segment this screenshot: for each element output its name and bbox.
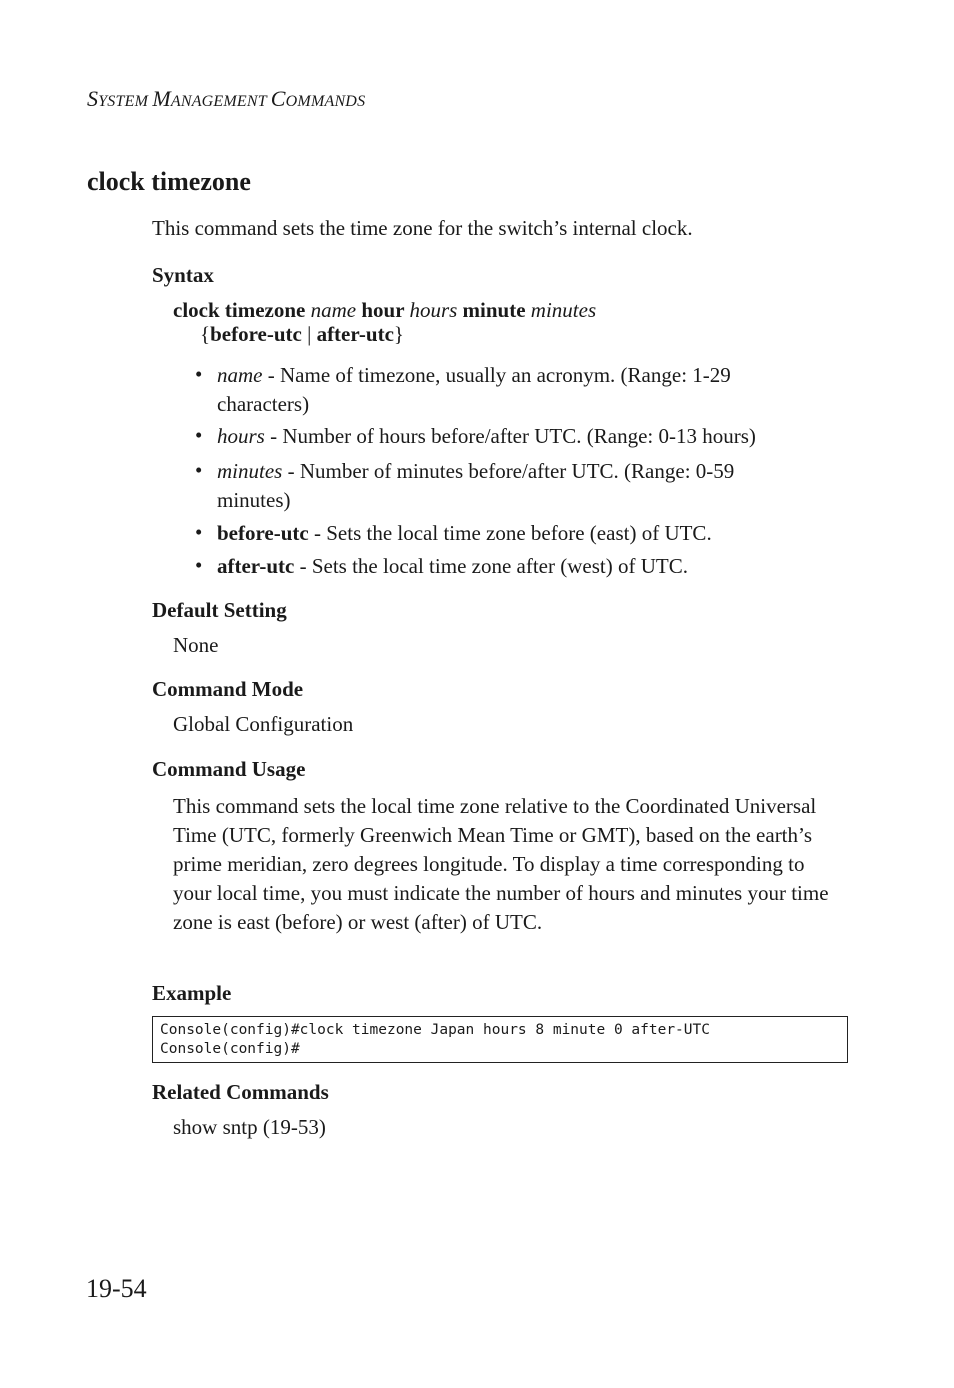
command-usage-heading: Command Usage <box>152 757 306 781</box>
example-heading: Example <box>152 981 232 1005</box>
param-desc: - Number of minutes before/after UTC. (Range: 0-59 <box>282 459 735 483</box>
param-term: before-utc <box>217 521 309 545</box>
running-header-part: ANAGEMENT <box>170 93 271 110</box>
param-text <box>217 519 712 548</box>
command-usage-text: This command sets the local time zone relative to the Coordinated Universal Time (UTC, formerly Greenwich Mean Time or GMT), based on the earth’s prime meridian, zero degrees longitude. To display a time corresponding to your local time, you must indicate the number of hours and minutes your time zone is east (before) or west (after) of UTC. <box>173 794 829 934</box>
syntax-token: hour <box>361 298 410 322</box>
syntax-token: clock timezone <box>173 298 311 322</box>
running-header-part: C <box>270 86 286 111</box>
syntax-token: before-utc <box>210 322 302 346</box>
running-header-part: OMMANDS <box>285 93 366 110</box>
bullet-icon: • <box>195 553 203 577</box>
syntax-token: minute <box>462 298 531 322</box>
syntax-token: } <box>393 322 404 346</box>
running-header <box>87 86 365 112</box>
code-line: Console(config)# <box>160 1041 300 1057</box>
param-text <box>217 361 731 419</box>
param-desc: - Name of timezone, usually an acronym. (Range: 1-29 <box>262 363 731 387</box>
section-intro: This command sets the time zone for the switch’s internal clock. <box>152 216 693 240</box>
syntax-token: name <box>310 298 362 322</box>
param-desc: minutes) <box>217 488 291 512</box>
syntax-token: { <box>200 322 211 346</box>
syntax-line-1 <box>173 298 596 323</box>
related-command-link: show sntp (19-53) <box>173 1115 326 1139</box>
running-header-part: S <box>87 86 99 111</box>
bullet-icon: • <box>195 423 203 447</box>
command-mode-value: Global Configuration <box>173 712 354 736</box>
default-setting-value: None <box>173 633 219 657</box>
param-term: minutes <box>217 459 283 483</box>
syntax-token: | <box>301 322 317 346</box>
running-header-part: M <box>152 86 171 111</box>
running-header-part: YSTEM <box>98 93 153 110</box>
syntax-token: after-utc <box>316 322 394 346</box>
section-title: clock timezone <box>87 167 251 196</box>
bullet-icon: • <box>195 520 203 544</box>
command-mode-heading: Command Mode <box>152 677 304 701</box>
default-setting-heading: Default Setting <box>152 598 287 622</box>
param-desc: - Number of hours before/after UTC. (Range: 0-13 hours) <box>264 424 756 448</box>
related-commands-heading: Related Commands <box>152 1080 329 1104</box>
param-desc: - Sets the local time zone before (east) of UTC. <box>308 521 712 545</box>
param-desc: - Sets the local time zone after (west) of UTC. <box>294 554 688 578</box>
code-example-box <box>152 1016 848 1063</box>
param-text <box>217 552 688 581</box>
param-desc: characters) <box>217 392 310 416</box>
syntax-token: minutes <box>530 298 597 322</box>
syntax-token: hours <box>409 298 463 322</box>
bullet-icon: • <box>195 458 203 482</box>
param-term: hours <box>217 424 265 448</box>
page-number: 19-54 <box>86 1274 147 1303</box>
param-text <box>217 422 756 451</box>
syntax-heading: Syntax <box>152 263 214 287</box>
code-line: Console(config)#clock timezone Japan hours 8 minute 0 after-UTC <box>160 1022 710 1038</box>
syntax-line-2 <box>200 322 404 347</box>
bullet-icon: • <box>195 362 203 386</box>
param-term: name <box>217 363 263 387</box>
param-term: after-utc <box>217 554 295 578</box>
param-text <box>217 457 734 515</box>
